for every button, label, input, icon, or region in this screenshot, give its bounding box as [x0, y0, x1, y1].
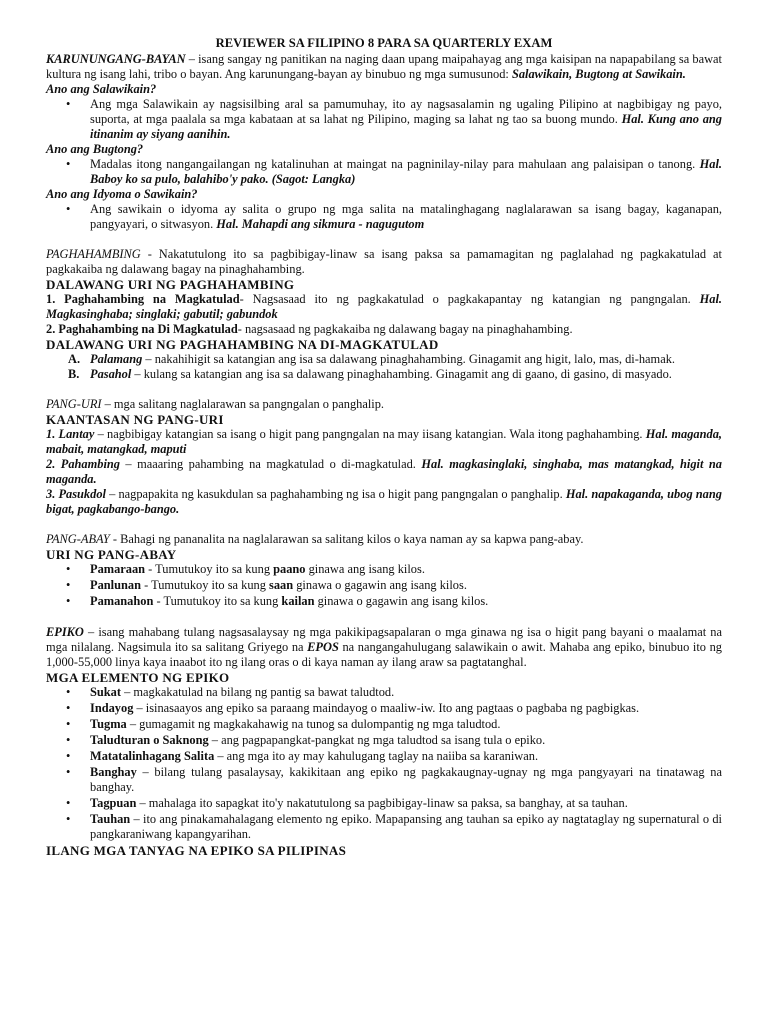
idyoma-example: Hal. Mahapdi ang sikmura - nagugutom: [216, 217, 425, 231]
pangabay-item-text: - Tumutukoy ito sa kung: [140, 578, 270, 592]
element-term: Tugma: [90, 717, 127, 731]
pangabay-item-key: paano: [273, 562, 306, 576]
element-term: Matatalinhagang Salita: [90, 749, 215, 763]
list-item: [46, 796, 722, 811]
lantay-label: 1. Lantay: [46, 427, 95, 441]
document-title: REVIEWER SA FILIPINO 8 PARA SA QUARTERLY EXAM: [215, 36, 553, 50]
element-text: – magkakatulad na bilang ng pantig sa bawat taludtod.: [121, 685, 395, 699]
epiko-term: EPIKO: [46, 625, 84, 639]
bugtong-item: [46, 157, 722, 187]
lantay-text: – nagbibigay katangian sa isang o higit pang pangngalan na may iisang katangian. Wala itong paghahambing.: [94, 427, 646, 441]
salawikain-question: Ano ang Salawikain?: [46, 82, 157, 96]
tanyag-epiko-heading: ILANG MGA TANYAG NA EPIKO SA PILIPINAS: [46, 843, 347, 858]
pangabay-item-term: Pamanahon: [90, 594, 154, 608]
type-1-example: Hal. Magkasinghaba; singlaki; gabutil; gabundok: [46, 292, 722, 321]
pangabay-definition: [46, 532, 722, 547]
list-item: [46, 701, 722, 716]
salawikain-example: Hal. Kung ano ang itinanim ay siyang aanihin.: [90, 112, 722, 141]
element-term: Tagpuan: [90, 796, 137, 810]
pasahol-item: [46, 367, 722, 382]
idyoma-item: [46, 202, 722, 232]
pasukdol-label: 3. Pasukdol: [46, 487, 106, 501]
element-term: Taludturan o Saknong: [90, 733, 209, 747]
type-2-text: - nagsasaad ng pagkakaiba ng dalawang bagay na pinaghahambing.: [237, 322, 573, 336]
karunungan-term: KARUNUNGANG-BAYAN: [46, 52, 186, 66]
idyoma-question: Ano ang Idyoma o Sawikain?: [46, 187, 198, 201]
pasahol-term: Pasahol: [90, 367, 132, 381]
paghahambing-types-heading: DALAWANG URI NG PAGHAHAMBING: [46, 277, 295, 292]
list-item: [46, 685, 722, 700]
epiko-def-text-1: – isang mahabang tulang nagsasalaysay ng mga pakikipagsapalaran o mga ginawa ng isa o higit pang bayani o maalamat na mga nilalang. Nagsimula ito sa salitang Griyego na: [46, 625, 722, 654]
pahambing-label: 2. Pahambing: [46, 457, 120, 471]
list-item: [46, 594, 722, 609]
palamang-item: [46, 352, 722, 367]
list-item: [46, 749, 722, 764]
element-term: Tauhan: [90, 812, 131, 826]
spacer: [46, 610, 722, 625]
pahambing-text: – maaaring pahambing na magkatulad o di-magkatulad.: [119, 457, 422, 471]
pangabay-item-text: ginawa ang isang kilos.: [305, 562, 425, 576]
pahambing-item: [46, 457, 722, 487]
bugtong-question: Ano ang Bugtong?: [46, 142, 144, 156]
spacer: [46, 232, 722, 247]
element-text: – ang mga ito ay may kahulugang taglay na naiiba sa karaniwan.: [214, 749, 539, 763]
type-1-text: - Nagsasaad ito ng pagkakatulad o pagkakapantay ng katangian ng pangngalan.: [239, 292, 700, 306]
kaantasan-heading: KAANTASAN NG PANG-URI: [46, 412, 224, 427]
palamang-text: – nakahihigit sa katangian ang isa sa dalawang pinaghahambing. Ginagamit ang higit, lalo, mas, di-hamak.: [142, 352, 675, 366]
paghahambing-type-2: [46, 322, 722, 337]
item-marker-a: A.: [68, 352, 81, 366]
pasukdol-text: – nagpapakita ng kasukdulan sa paghahambing ng isa o higit pang pangngalan o panghalip.: [105, 487, 566, 501]
di-magkatulad-heading: DALAWANG URI NG PAGHAHAMBING NA DI-MAGKATULAD: [46, 337, 439, 352]
pasukdol-item: [46, 487, 722, 517]
bugtong-text: Madalas itong nangangailangan ng katalinuhan at maingat na pagninilay-nilay para mahulaan ang palaisipan o tanong.: [90, 157, 700, 171]
epiko-def-text-2: na nangangahulugang salawikain o awit. Mahaba ang epiko, binubuo ito ng 1,000-55,000 linya kaya inaabot ito ng ilang oras o di kaya naman ay ilang araw sa pagtatanghal.: [46, 640, 723, 669]
epiko-definition: [46, 625, 722, 670]
pasukdol-example: Hal. napakaganda, ubog nang bigat, pagkabango-bango.: [46, 487, 722, 516]
paghahambing-definition: [46, 247, 722, 277]
uri-pangabay-heading: URI NG PANG-ABAY: [46, 547, 177, 562]
item-marker-b: B.: [68, 367, 80, 381]
type-1-label: 1. Paghahambing na Magkatulad: [46, 292, 240, 306]
lantay-example: Hal. maganda, mabait, matangkad, maputi: [46, 427, 722, 456]
pangabay-item-text: - Tumutukoy ito sa kung: [145, 562, 274, 576]
karunungan-parts: Salawikain, Bugtong at Sawikain.: [511, 67, 686, 81]
palamang-term: Palamang: [90, 352, 143, 366]
element-text: – mahalaga ito sapagkat ito'y nakatutulong sa pagbibigay-linaw sa paksa, sa banghay, at sa tauhan.: [136, 796, 628, 810]
panguri-term: PANG-URI: [46, 397, 102, 411]
element-text: – ito ang pinakamahalagang elemento ng epiko. Mapapansing ang tauhan sa epiko ay nagtataglay ng supernatural o di pangkaraniwang kapangyarihan.: [90, 812, 722, 841]
list-item: [46, 765, 722, 795]
element-term: Sukat: [90, 685, 121, 699]
element-text: – ang pagpapangkat-pangkat ng mga taludtod sa isang tula o epiko.: [208, 733, 546, 747]
panguri-def-text: – mga salitang naglalarawan sa pangngalan o panghalip.: [101, 397, 385, 411]
karunungan-def-text: – isang sangay ng panitikan na naging daan upang maipahayag ang mga kaisipan na napapabilang sa bawat kultura ng isang lahi, tribo o bayan. Ang karunungang-bayan ay binubuo ng mga sumusunod:: [46, 52, 722, 81]
list-item: [46, 562, 722, 577]
element-text: – isinasaayos ang epiko sa paraang maindayog o maaliw-iw. Ito ang pagtaas o pagbaba ng pagbigkas.: [133, 701, 640, 715]
elemento-heading: MGA ELEMENTO NG EPIKO: [46, 670, 230, 685]
spacer: [46, 382, 722, 397]
pangabay-def-text: - Bahagi ng pananalita na naglalarawan sa salitang kilos o kaya naman ay sa kapwa pang-abay.: [109, 532, 584, 546]
pangabay-item-text: ginawa o gagawin ang isang kilos.: [314, 594, 489, 608]
pangabay-item-text: - Tumutukoy ito sa kung: [153, 594, 282, 608]
element-text: – gumagamit ng magkakahawig na tunog sa dulompantig ng mga taludtod.: [126, 717, 501, 731]
salawikain-text: Ang mga Salawikain ay nagsisilbing aral sa pamumuhay, ito ay nagsasalamin ng ugaling Pilipino at nagbibigay ng payo, suporta, at mga paalala sa mga kabataan at sa lahat ng Pilipino, maging sa lahat ng tao sa buong mundo.: [90, 97, 722, 126]
pangabay-item-term: Pamaraan: [90, 562, 146, 576]
bugtong-example: Hal. Baboy ko sa pulo, balahibo'y pako. (Sagot: Langka): [90, 157, 722, 186]
list-item: [46, 578, 722, 593]
lantay-item: [46, 427, 722, 457]
paghahambing-term: PAGHAHAMBING: [46, 247, 141, 261]
pangabay-item-key: saan: [269, 578, 294, 592]
element-term: Indayog: [90, 701, 134, 715]
paghahambing-def-text: - Nakatutulong ito sa pagbibigay-linaw sa isang paksa sa pamamagitan ng paglalahad ng pagkakatulad at pagkakaiba ng dalawang bagay na pinaghahambing.: [46, 247, 722, 276]
panguri-definition: [46, 397, 722, 412]
pangabay-term: PANG-ABAY: [46, 532, 110, 546]
pangabay-item-text: ginawa o gagawin ang isang kilos.: [293, 578, 467, 592]
type-2-label: 2. Paghahambing na Di Magkatulad: [46, 322, 238, 336]
pangabay-item-term: Panlunan: [90, 578, 141, 592]
element-term: Banghay: [90, 765, 137, 779]
paghahambing-type-1: [46, 292, 722, 322]
pangabay-item-key: kailan: [281, 594, 315, 608]
pasahol-text: – kulang sa katangian ang isa sa dalawang pinaghahambing. Ginagamit ang di gaano, di gasino, di masyado.: [131, 367, 672, 381]
list-item: [46, 717, 722, 732]
epos-term: EPOS: [307, 640, 339, 654]
list-item: [46, 733, 722, 748]
element-text: – bilang tulang pasalaysay, kakikitaan ang epiko ng pagkakaugnay-ugnay ng mga pangyayari na tinatawag na banghay.: [90, 765, 722, 794]
karunungan-definition: [46, 52, 722, 82]
idyoma-text: Ang sawikain o idyoma ay salita o grupo ng mga salita na matalinghagang naglalarawan sa isang bagay, kaganapan, pangyayari, o sitwasyon.: [90, 202, 722, 231]
spacer: [46, 517, 722, 532]
pahambing-example: Hal. magkasinglaki, singhaba, mas matangkad, higit na maganda.: [46, 457, 722, 486]
list-item: [46, 812, 722, 842]
salawikain-item: [46, 97, 722, 142]
